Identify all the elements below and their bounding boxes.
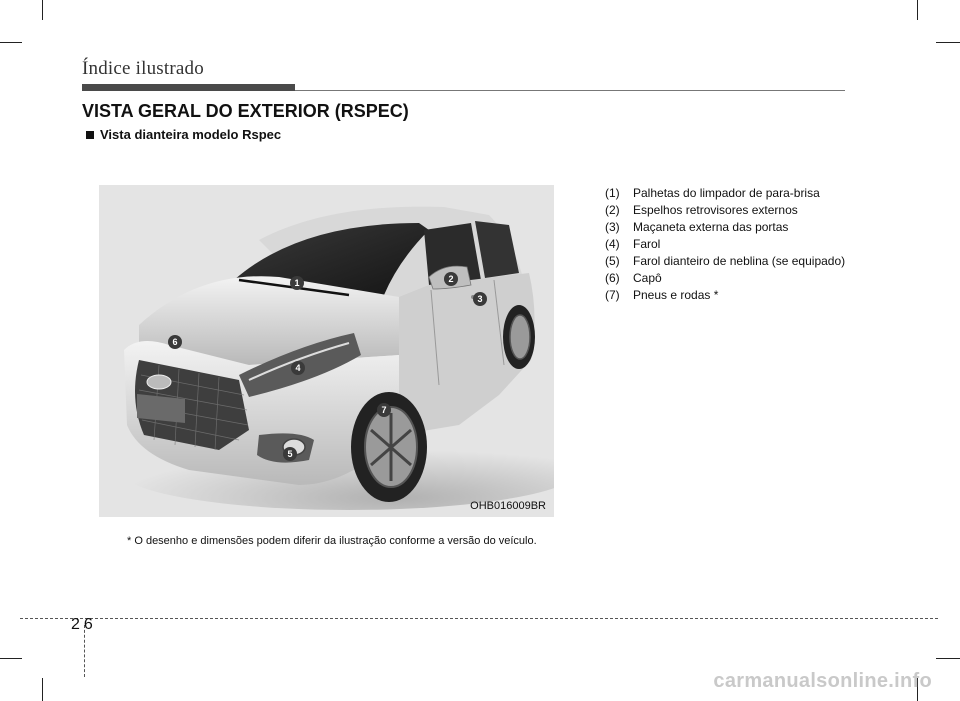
legend-item: [605, 270, 845, 287]
legend-label: Pneus e rodas *: [633, 288, 719, 302]
image-code: OHB016009BR: [470, 500, 546, 512]
callout-3: [473, 292, 487, 306]
callout-6-label: 6: [172, 337, 178, 347]
legend-label: Espelhos retrovisores externos: [633, 203, 798, 217]
callout-2-label: 2: [448, 274, 454, 284]
crop-mark: [0, 42, 22, 43]
callout-3-label: 3: [477, 294, 483, 304]
legend-label: Capô: [633, 271, 662, 285]
legend-number: (5): [605, 254, 620, 268]
sub-heading-text: Vista dianteira modelo Rspec: [100, 127, 282, 142]
car-front-view-drawing: [99, 185, 554, 517]
footnote: * O desenho e dimensões podem diferir da ilustração conforme a versão do veículo.: [127, 535, 537, 547]
legend-item: [605, 202, 845, 219]
legend-number: (1): [605, 186, 620, 200]
legend-number: (3): [605, 220, 620, 234]
crop-mark: [936, 42, 960, 43]
legend-number: (7): [605, 288, 620, 302]
callout-5: [283, 447, 297, 461]
header-rule-thick: [82, 84, 295, 91]
crop-mark: [917, 0, 918, 20]
legend-item: [605, 287, 845, 304]
legend-item: [605, 253, 845, 270]
legend-number: (2): [605, 203, 620, 217]
header-rule-thin: [295, 90, 845, 91]
callout-2: [444, 272, 458, 286]
legend-item: [605, 219, 845, 236]
legend-number: (6): [605, 271, 620, 285]
footer-dashed-rule: [20, 618, 938, 619]
page-number-value: 6: [83, 616, 93, 633]
section-title: Índice ilustrado: [82, 58, 204, 79]
callout-6: [168, 335, 182, 349]
callout-1: [290, 276, 304, 290]
callout-4-label: 4: [295, 363, 301, 373]
sub-heading: [86, 127, 281, 142]
legend-label: Maçaneta externa das portas: [633, 220, 789, 234]
legend-number: (4): [605, 237, 620, 251]
car-illustration: [99, 185, 554, 517]
chapter-number: 2: [71, 616, 80, 633]
callout-5-label: 5: [287, 449, 293, 459]
crop-mark: [0, 658, 22, 659]
square-bullet-icon: [86, 131, 94, 139]
crop-mark: [936, 658, 960, 659]
callout-4: [291, 361, 305, 375]
legend-item: [605, 236, 845, 253]
crop-mark: [42, 0, 43, 20]
legend-label: Farol: [633, 237, 661, 251]
page-number: [71, 616, 93, 634]
crop-mark: [42, 678, 43, 701]
legend-item: [605, 185, 845, 202]
watermark: carmanualsonline.info: [713, 670, 932, 692]
callout-1-label: 1: [294, 278, 300, 288]
callout-7-label: 7: [381, 405, 387, 415]
legend-list: [605, 185, 845, 304]
legend-label: Palhetas do limpador de para-brisa: [633, 186, 820, 200]
callout-7: [377, 403, 391, 417]
page-heading: VISTA GERAL DO EXTERIOR (RSPEC): [82, 101, 409, 121]
legend-label: Farol dianteiro de neblina (se equipado): [633, 254, 846, 268]
